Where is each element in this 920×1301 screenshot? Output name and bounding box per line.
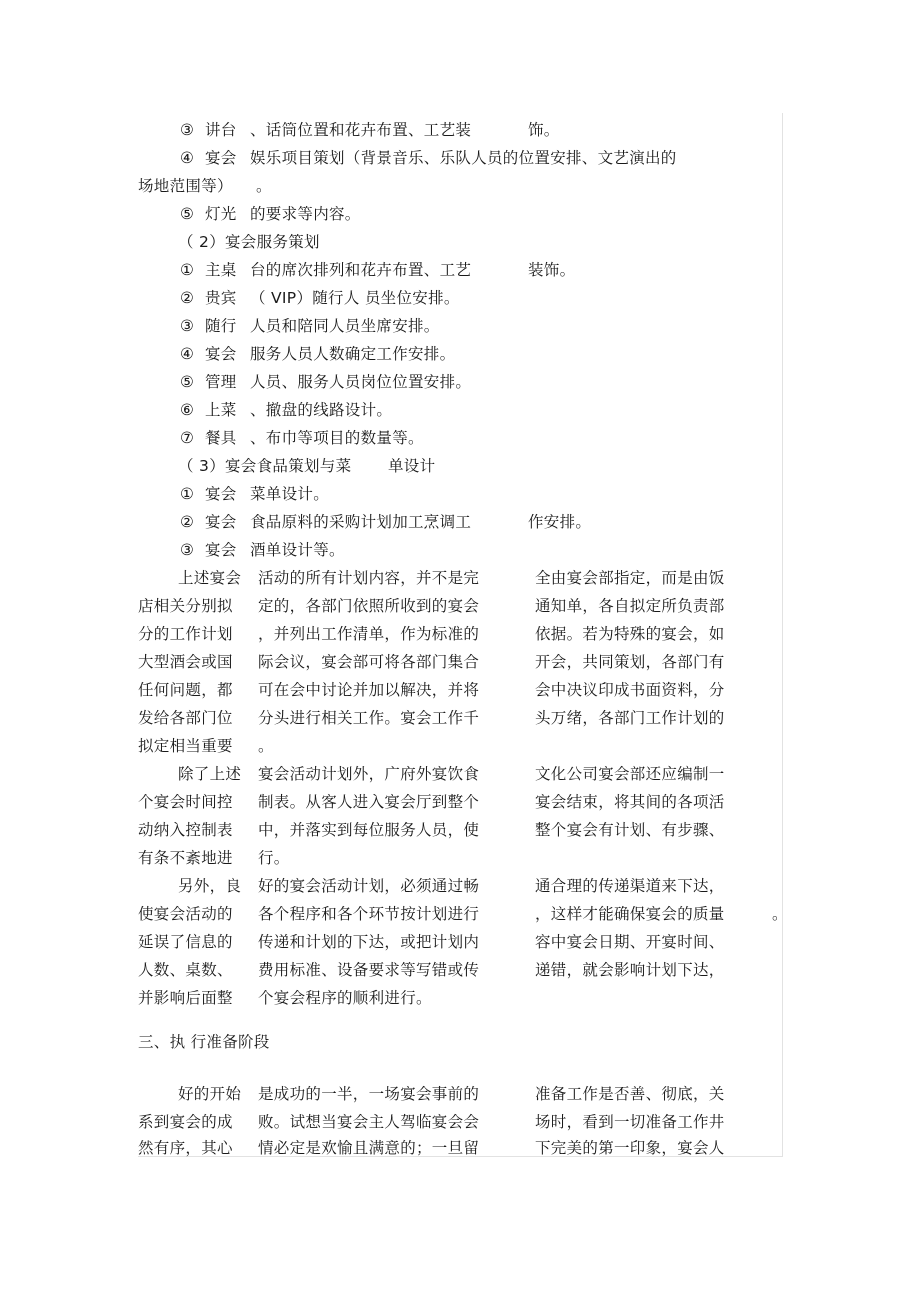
para-text: 活动的所有计划内容，并不是完 (258, 569, 480, 587)
para-text: 拟定相当重要 (138, 737, 233, 755)
item-number: ⑤ (180, 205, 195, 223)
item-text: （ VIP）随行人 员坐位安排。 (250, 289, 460, 307)
para-text: 宴会结束，将其间的各项活 (535, 793, 725, 811)
para-text: 动纳入控制表 (138, 821, 233, 839)
item-keyword: 餐具 (205, 429, 237, 447)
item-number: ① (180, 485, 195, 503)
item-number: ② (180, 513, 195, 531)
para-text: 任何问题，都 (138, 681, 233, 699)
para-text: 开会，共同策划，各部门有 (535, 653, 725, 671)
para-text: 然有序，其心 (138, 1139, 233, 1157)
item-text: 服务人员人数确定工作安排。 (250, 345, 456, 363)
item-keyword: 讲台 (205, 121, 237, 139)
item-keyword: 灯光 (205, 205, 237, 223)
item-text: 人员和陪同人员坐席安排。 (250, 317, 440, 335)
para-text: 好的宴会活动计划，必须通过畅 (258, 877, 480, 895)
item-text-tail: 。 (256, 177, 272, 195)
para-text: 文化公司宴会部还应编制一 (535, 765, 725, 783)
para-text: 场时，看到一切准备工作井 (535, 1113, 725, 1131)
item-number: ⑤ (180, 373, 195, 391)
para-text: 中，并落实到每位服务人员，使 (258, 821, 480, 839)
item-text: 娱乐项目策划（背景音乐、乐队人员的位置安排、文艺演出的 (250, 149, 677, 167)
para-text: 依据。若为特殊的宴会，如 (535, 625, 725, 643)
para-text: 发给各部门位 (138, 709, 233, 727)
item-keyword: 管理 (205, 373, 237, 391)
para-text: ，并列出工作清单，作为标准的 (258, 625, 480, 643)
section-heading-tail: 单设计 (388, 457, 436, 475)
para-text: 除了上述 (178, 765, 242, 783)
para-text: 递错，就会影响计划下达， (535, 961, 725, 979)
item-number: ④ (180, 149, 195, 167)
item-keyword: 主桌 (205, 261, 237, 279)
para-text: 定的，各部门依照所收到的宴会 (258, 597, 480, 615)
para-text: 上述宴会 (178, 569, 242, 587)
para-text: 行。 (258, 849, 290, 867)
para-text: 并影响后面整 (138, 989, 233, 1007)
para-text: 宴会活动计划外，广府外宴饮食 (258, 765, 480, 783)
para-text: 分头进行相关工作。宴会工作千 (258, 709, 480, 727)
item-keyword: 宴会 (205, 541, 237, 559)
para-text: 制表。从客人进入宴会厅到整个 (258, 793, 480, 811)
para-text: 是成功的一半，一场宴会事前的 (258, 1085, 480, 1103)
chapter-heading: 三、执 行准备阶段 (138, 1033, 270, 1051)
para-text: 准备工作是否善、彻底，关 (535, 1085, 725, 1103)
item-keyword: 宴会 (205, 149, 237, 167)
item-keyword: 贵宾 (205, 289, 237, 307)
item-keyword: 宴会 (205, 345, 237, 363)
item-text-continued: 场地范围等） (138, 177, 233, 195)
para-text: 使宴会活动的 (138, 905, 233, 923)
item-number: ⑥ (180, 401, 195, 419)
para-text: ，这样才能确保宴会的质量 (535, 905, 725, 923)
item-number: ③ (180, 541, 195, 559)
para-text: 费用标准、设备要求等写错或传 (258, 961, 480, 979)
item-number: ④ (180, 345, 195, 363)
para-text: 败。试想当宴会主人驾临宴会会 (258, 1113, 480, 1131)
stray-punctuation: 。 (772, 905, 788, 923)
item-text: 、布巾等项目的数量等。 (250, 429, 424, 447)
para-text: 分的工作计划 (138, 625, 233, 643)
para-text: 个宴会程序的顺利进行。 (258, 989, 432, 1007)
para-text: 可在会中讨论并加以解决，并将 (258, 681, 480, 699)
item-text-tail: 饰。 (528, 121, 560, 139)
item-number: ③ (180, 121, 195, 139)
item-text: 食品原料的采购计划加工烹调工 (250, 513, 472, 531)
para-text: 大型酒会或国 (138, 653, 233, 671)
item-number: ① (180, 261, 195, 279)
item-text: 人员、服务人员岗位位置安排。 (250, 373, 472, 391)
item-keyword: 随行 (205, 317, 237, 335)
para-text: 头万绪，各部门工作计划的 (535, 709, 725, 727)
para-text: 店相关分别拟 (138, 597, 233, 615)
item-text-tail: 装饰。 (528, 261, 576, 279)
para-text: 人数、桌数、 (138, 961, 233, 979)
para-text: 好的开始 (178, 1085, 242, 1103)
item-text-tail: 作安排。 (528, 513, 592, 531)
para-text: 延误了信息的 (138, 933, 233, 951)
para-text: 通知单，各自拟定所负责部 (535, 597, 725, 615)
para-text: 下完美的第一印象，宴会人 (535, 1139, 725, 1157)
para-text: 另外，良 (178, 877, 242, 895)
item-number: ⑦ (180, 429, 195, 447)
para-text: 容中宴会日期、开宴时间、 (535, 933, 725, 951)
para-text: 个宴会时间控 (138, 793, 233, 811)
para-text: 传递和计划的下达，或把计划内 (258, 933, 480, 951)
item-keyword: 宴会 (205, 513, 237, 531)
para-text: 。 (258, 737, 274, 755)
para-text: 会中决议印成书面资料，分 (535, 681, 725, 699)
item-number: ③ (180, 317, 195, 335)
para-text: 整个宴会有计划、有步骤、 (535, 821, 725, 839)
section-heading: （ 2）宴会服务策划 (178, 233, 320, 251)
item-number: ② (180, 289, 195, 307)
item-text: 菜单设计。 (250, 485, 330, 503)
item-text: 台的席次排列和花卉布置、工艺 (250, 261, 472, 279)
para-text: 有条不紊地进 (138, 849, 233, 867)
item-text: 、话筒位置和花卉布置、工艺装 (250, 121, 472, 139)
item-text: 、撤盘的线路设计。 (250, 401, 393, 419)
item-text: 酒单设计等。 (250, 541, 345, 559)
para-text: 各个程序和各个环节按计划进行 (258, 905, 480, 923)
item-keyword: 上菜 (205, 401, 237, 419)
para-text: 通合理的传递渠道来下达， (535, 877, 725, 895)
para-text: 情必定是欢愉且满意的；一旦留 (258, 1139, 480, 1157)
section-heading: （ 3）宴会食品策划与菜 (178, 457, 352, 475)
item-text: 的要求等内容。 (250, 205, 361, 223)
para-text: 系到宴会的成 (138, 1113, 233, 1131)
para-text: 全由宴会部指定，而是由饭 (535, 569, 725, 587)
item-keyword: 宴会 (205, 485, 237, 503)
para-text: 际会议，宴会部可将各部门集合 (258, 653, 480, 671)
